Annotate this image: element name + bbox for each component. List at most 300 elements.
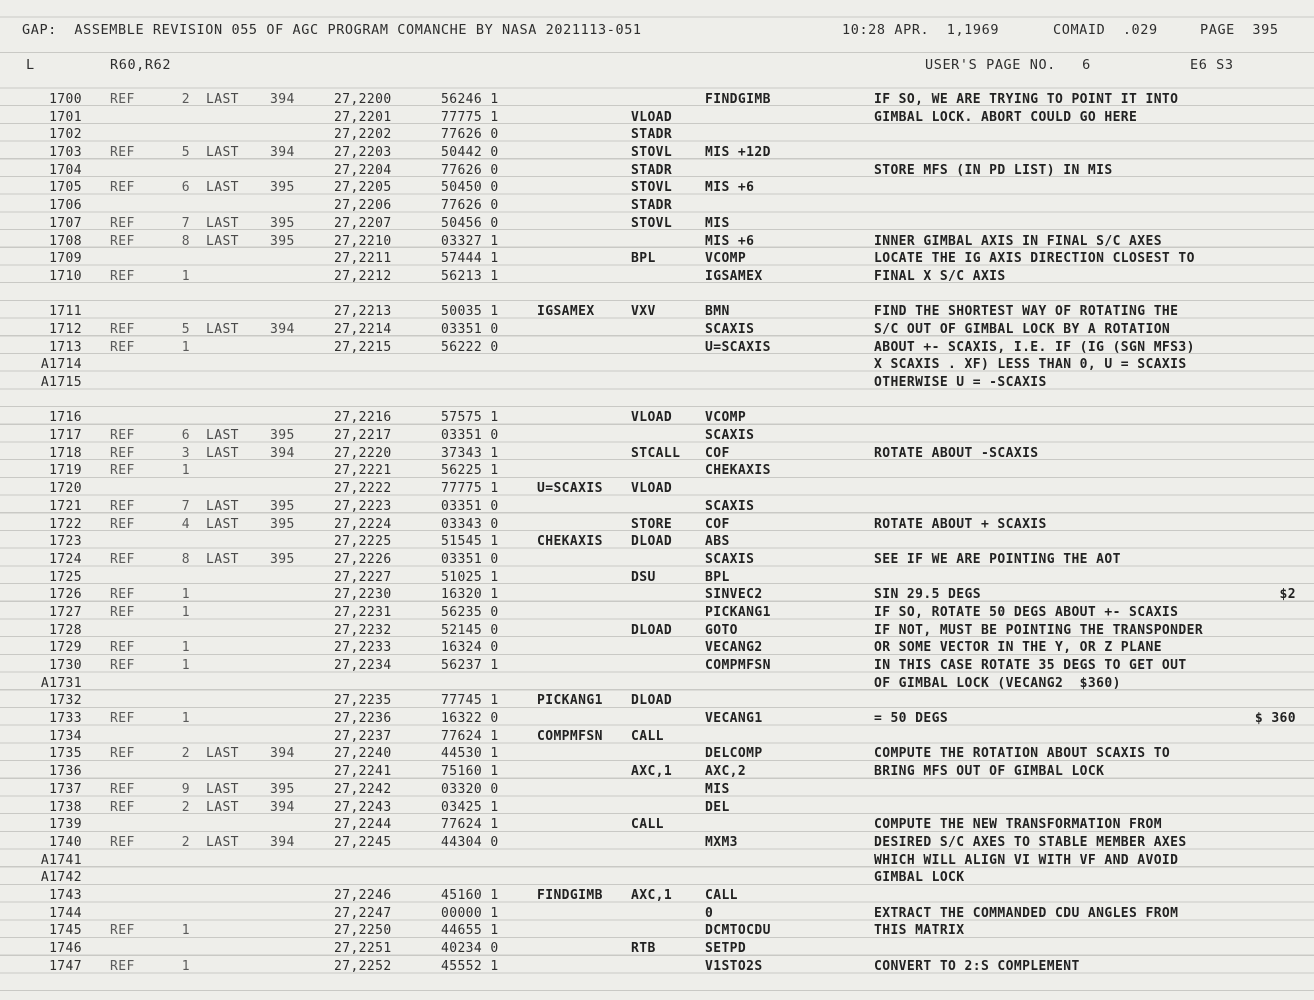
line-number: 1706 — [49, 198, 82, 214]
comment-text: COMPUTE THE NEW TRANSFORMATION FROM — [874, 817, 1162, 833]
line-number: 1708 — [49, 233, 82, 249]
ref-label: REF — [110, 834, 135, 850]
memory-address: 27,2235 — [334, 693, 392, 709]
octal-code: 44530 1 — [441, 746, 499, 762]
ref-count: 9 — [181, 781, 190, 797]
ref-count: 2 — [181, 746, 190, 762]
comment-text: OTHERWISE U = -SCAXIS — [874, 375, 1047, 390]
operand: COF — [705, 445, 730, 461]
last-page: 395 — [270, 498, 295, 514]
comment-text: IF SO, ROTATE 50 DEGS ABOUT +- SCAXIS — [874, 604, 1179, 620]
comment-text: THIS MATRIX — [874, 923, 965, 939]
line-number: 1713 — [49, 339, 82, 355]
listing-row — [0, 622, 1314, 640]
line-number: 1709 — [49, 251, 82, 267]
line-number: 1744 — [49, 905, 82, 921]
memory-address: 27,2220 — [334, 445, 392, 461]
operand: ABS — [705, 534, 730, 550]
line-number: 1745 — [49, 923, 82, 939]
operand: V1STO2S — [705, 958, 763, 974]
operand: BMN — [705, 304, 730, 320]
comment-text: BRING MFS OUT OF GIMBAL LOCK — [874, 764, 1105, 780]
listing-row — [0, 516, 1314, 534]
symbol-label: COMPMFSN — [537, 728, 603, 744]
operand: GOTO — [705, 622, 738, 638]
listing-row — [0, 321, 1314, 339]
comment-text: IF NOT, MUST BE POINTING THE TRANSPONDER — [874, 622, 1204, 638]
opcode: STOVL — [631, 145, 673, 161]
last-page: 395 — [270, 781, 295, 797]
ref-count: 6 — [181, 428, 190, 444]
octal-code: 03327 1 — [441, 233, 499, 249]
ref-label: REF — [110, 145, 135, 161]
listing-row — [0, 728, 1314, 746]
memory-address: 27,2240 — [334, 746, 392, 762]
margin-note: $2 — [1279, 587, 1296, 603]
operand: SCAXIS — [705, 498, 755, 514]
ref-count: 2 — [181, 92, 190, 107]
octal-code: 77775 1 — [441, 109, 499, 125]
operand: CALL — [705, 887, 738, 903]
comaid-code: COMAID .029 — [1053, 22, 1158, 38]
ref-count: 2 — [181, 834, 190, 850]
ref-label: REF — [110, 516, 135, 532]
last-page: 394 — [270, 746, 295, 762]
opcode: RTB — [631, 941, 656, 956]
line-number: 1723 — [49, 534, 82, 550]
octal-code: 56225 1 — [441, 463, 499, 479]
comment-text: COMPUTE THE ROTATION ABOUT SCAXIS TO — [874, 746, 1171, 762]
octal-code: 16322 0 — [441, 711, 499, 727]
ref-label: REF — [110, 498, 135, 514]
line-number: 1736 — [49, 764, 82, 780]
memory-address: 27,2244 — [334, 817, 392, 833]
last-label: LAST — [206, 145, 239, 161]
ref-label: REF — [110, 711, 135, 727]
opcode: DSU — [631, 569, 656, 585]
listing-row — [0, 958, 1314, 976]
last-page: 395 — [270, 233, 295, 249]
last-page: 394 — [270, 145, 295, 161]
ref-count: 6 — [181, 180, 190, 196]
opcode: CALL — [631, 728, 664, 744]
listing-row — [0, 905, 1314, 923]
last-page: 394 — [270, 321, 295, 337]
ref-count: 1 — [181, 923, 190, 939]
blank-row — [0, 392, 1314, 410]
line-number: 1702 — [49, 127, 82, 143]
octal-code: 44304 0 — [441, 834, 499, 850]
symbol-label: U=SCAXIS — [537, 481, 603, 497]
ref-label: REF — [110, 658, 135, 673]
memory-address: 27,2224 — [334, 516, 392, 532]
line-number: A1715 — [40, 375, 82, 390]
line-number: 1747 — [49, 958, 82, 974]
octal-code: 77745 1 — [441, 693, 499, 709]
line-number: 1701 — [49, 109, 82, 125]
memory-address: 27,2250 — [334, 923, 392, 939]
listing-row — [0, 745, 1314, 763]
ref-label: REF — [110, 799, 135, 815]
line-number: 1739 — [49, 817, 82, 833]
last-label: LAST — [206, 233, 239, 249]
listing-row — [0, 533, 1314, 551]
opcode: DLOAD — [631, 622, 673, 638]
opcode: AXC,1 — [631, 887, 673, 903]
line-number: 1746 — [49, 941, 82, 956]
octal-code: 77624 1 — [441, 817, 499, 833]
last-page: 395 — [270, 180, 295, 196]
ref-count: 1 — [181, 268, 190, 284]
operand: DCMTOCDU — [705, 923, 771, 939]
octal-code: 50450 0 — [441, 180, 499, 196]
ref-label: REF — [110, 233, 135, 249]
operand: U=SCAXIS — [705, 339, 771, 355]
operand: DELCOMP — [705, 746, 763, 762]
comment-text: LOCATE THE IG AXIS DIRECTION CLOSEST TO — [874, 251, 1195, 267]
listing-row — [0, 604, 1314, 622]
listing-row — [0, 586, 1314, 604]
operand: SCAXIS — [705, 428, 755, 444]
listing-row — [0, 480, 1314, 498]
comment-text: ABOUT +- SCAXIS, I.E. IF (IG (SGN MFS3) — [874, 339, 1195, 355]
memory-address: 27,2200 — [334, 92, 392, 107]
line-number: 1707 — [49, 215, 82, 231]
octal-code: 75160 1 — [441, 764, 499, 780]
opcode: STORE — [631, 516, 673, 532]
operand: MXM3 — [705, 834, 738, 850]
operand: SCAXIS — [705, 551, 755, 567]
listing-row — [0, 569, 1314, 587]
line-number: 1740 — [49, 834, 82, 850]
line-number: 1724 — [49, 551, 82, 567]
ref-label: REF — [110, 445, 135, 461]
octal-code: 56237 1 — [441, 658, 499, 673]
operand: IGSAMEX — [705, 268, 763, 284]
memory-address: 27,2252 — [334, 958, 392, 974]
operand: AXC,2 — [705, 764, 747, 780]
memory-address: 27,2233 — [334, 640, 392, 656]
octal-code: 03320 0 — [441, 781, 499, 797]
ref-count: 2 — [181, 799, 190, 815]
comment-text: CONVERT TO 2:S COMPLEMENT — [874, 958, 1080, 974]
ref-label: REF — [110, 746, 135, 762]
opcode: VLOAD — [631, 481, 673, 497]
symbol-label: PICKANG1 — [537, 693, 603, 709]
ref-label: REF — [110, 321, 135, 337]
memory-address: 27,2205 — [334, 180, 392, 196]
ref-label: REF — [110, 640, 135, 656]
last-label: LAST — [206, 92, 239, 107]
line-number: 1705 — [49, 180, 82, 196]
octal-code: 57444 1 — [441, 251, 499, 267]
listing-row — [0, 816, 1314, 834]
ref-label: REF — [110, 339, 135, 355]
listing-row — [0, 675, 1314, 693]
octal-code: 16324 0 — [441, 640, 499, 656]
octal-code: 03351 0 — [441, 321, 499, 337]
octal-code: 77626 0 — [441, 198, 499, 214]
listing-row — [0, 852, 1314, 870]
ref-count: 1 — [181, 711, 190, 727]
octal-code: 50442 0 — [441, 145, 499, 161]
last-label: LAST — [206, 781, 239, 797]
ref-count: 1 — [181, 958, 190, 974]
comment-text: DESIRED S/C AXES TO STABLE MEMBER AXES — [874, 834, 1187, 850]
opcode: STADR — [631, 162, 673, 178]
blank-row — [0, 286, 1314, 304]
last-label: LAST — [206, 428, 239, 444]
ref-label: REF — [110, 463, 135, 479]
operand: COMPMFSN — [705, 658, 771, 673]
assembly-title: GAP: ASSEMBLE REVISION 055 OF AGC PROGRAM COMANCHE BY NASA 2021113-051 — [22, 22, 642, 38]
comment-text: SIN 29.5 DEGS — [874, 587, 981, 603]
opcode: VLOAD — [631, 410, 673, 426]
memory-address: 27,2241 — [334, 764, 392, 780]
ref-label: REF — [110, 92, 135, 107]
operand: MIS +6 — [705, 180, 755, 196]
line-number: 1732 — [49, 693, 82, 709]
listing-row — [0, 215, 1314, 233]
listing-row — [0, 197, 1314, 215]
memory-address: 27,2223 — [334, 498, 392, 514]
ref-count: 1 — [181, 339, 190, 355]
memory-address: 27,2234 — [334, 658, 392, 673]
comment-text: IF SO, WE ARE TRYING TO POINT IT INTO — [874, 92, 1179, 107]
symbol-label: FINDGIMB — [537, 887, 603, 903]
memory-address: 27,2227 — [334, 569, 392, 585]
listing-row — [0, 233, 1314, 251]
comment-text: FINAL X S/C AXIS — [874, 268, 1006, 284]
listing-row — [0, 303, 1314, 321]
line-number: 1717 — [49, 428, 82, 444]
ref-label: REF — [110, 215, 135, 231]
line-number: 1711 — [49, 304, 82, 320]
listing-row — [0, 940, 1314, 958]
line-number: 1704 — [49, 162, 82, 178]
listing-row — [0, 781, 1314, 799]
ref-label: REF — [110, 551, 135, 567]
users-page-number: USER'S PAGE NO. 6 — [925, 57, 1091, 73]
comment-text: WHICH WILL ALIGN VI WITH VF AND AVOID — [874, 852, 1179, 868]
print-timestamp: 10:28 APR. 1,1969 — [842, 22, 1000, 38]
line-number: 1737 — [49, 781, 82, 797]
operand: VCOMP — [705, 251, 747, 267]
last-page: 395 — [270, 428, 295, 444]
comment-text: GIMBAL LOCK — [874, 870, 965, 886]
symbol-label: IGSAMEX — [537, 304, 595, 320]
line-number: 1730 — [49, 658, 82, 673]
octal-code: 51025 1 — [441, 569, 499, 585]
last-label: LAST — [206, 215, 239, 231]
opcode: STADR — [631, 127, 673, 143]
line-number: 1726 — [49, 587, 82, 603]
octal-code: 57575 1 — [441, 410, 499, 426]
listing-row — [0, 409, 1314, 427]
listing-row — [0, 710, 1314, 728]
listing-row — [0, 374, 1314, 392]
octal-code: 45552 1 — [441, 958, 499, 974]
listing-row — [0, 922, 1314, 940]
ref-label: REF — [110, 604, 135, 620]
ref-count: 4 — [181, 516, 190, 532]
memory-address: 27,2213 — [334, 304, 392, 320]
listing-row — [0, 657, 1314, 675]
operand: COF — [705, 516, 730, 532]
memory-address: 27,2222 — [334, 481, 392, 497]
listing-type: L — [26, 57, 35, 73]
listing-row — [0, 179, 1314, 197]
listing-row — [0, 887, 1314, 905]
last-label: LAST — [206, 445, 239, 461]
operand: VCOMP — [705, 410, 747, 426]
listing-row — [0, 834, 1314, 852]
line-number: 1735 — [49, 746, 82, 762]
memory-address: 27,2201 — [334, 109, 392, 125]
opcode: STOVL — [631, 180, 673, 196]
ref-count: 1 — [181, 640, 190, 656]
octal-code: 77775 1 — [441, 481, 499, 497]
last-label: LAST — [206, 321, 239, 337]
ref-count: 5 — [181, 145, 190, 161]
line-number: 1719 — [49, 463, 82, 479]
memory-address: 27,2215 — [334, 339, 392, 355]
last-page: 394 — [270, 445, 295, 461]
operand: FINDGIMB — [705, 92, 771, 107]
line-number: 1722 — [49, 516, 82, 532]
listing-row — [0, 462, 1314, 480]
operand: CHEKAXIS — [705, 463, 771, 479]
listing-row — [0, 109, 1314, 127]
octal-code: 03351 0 — [441, 498, 499, 514]
octal-code: 03351 0 — [441, 428, 499, 444]
octal-code: 56213 1 — [441, 268, 499, 284]
octal-code: 50456 0 — [441, 215, 499, 231]
last-label: LAST — [206, 551, 239, 567]
memory-address: 27,2210 — [334, 233, 392, 249]
comment-text: FIND THE SHORTEST WAY OF ROTATING THE — [874, 304, 1179, 320]
listing-row — [0, 692, 1314, 710]
memory-address: 27,2232 — [334, 622, 392, 638]
margin-note: $ 360 — [1254, 711, 1296, 727]
memory-address: 27,2225 — [334, 534, 392, 550]
ref-count: 7 — [181, 498, 190, 514]
opcode: VXV — [631, 304, 656, 320]
comment-text: ROTATE ABOUT + SCAXIS — [874, 516, 1047, 532]
operand: SETPD — [705, 941, 747, 956]
opcode: STOVL — [631, 215, 673, 231]
opcode: DLOAD — [631, 534, 673, 550]
ref-count: 1 — [181, 463, 190, 479]
line-number: 1710 — [49, 268, 82, 284]
last-label: LAST — [206, 516, 239, 532]
routine-names: R60,R62 — [110, 57, 172, 73]
line-number: A1741 — [40, 852, 82, 868]
listing-row — [0, 445, 1314, 463]
ref-label: REF — [110, 428, 135, 444]
octal-code: 77626 0 — [441, 162, 499, 178]
page-number: PAGE 395 — [1200, 22, 1279, 38]
operand: PICKANG1 — [705, 604, 771, 620]
octal-code: 51545 1 — [441, 534, 499, 550]
line-number: 1728 — [49, 622, 82, 638]
ref-label: REF — [110, 268, 135, 284]
memory-address: 27,2247 — [334, 905, 392, 921]
listing-row — [0, 144, 1314, 162]
operand: MIS — [705, 781, 730, 797]
last-page: 395 — [270, 215, 295, 231]
octal-code: 37343 1 — [441, 445, 499, 461]
memory-address: 27,2246 — [334, 887, 392, 903]
opcode: STCALL — [631, 445, 681, 461]
line-number: 1729 — [49, 640, 82, 656]
page-header — [0, 19, 1314, 41]
last-page: 394 — [270, 799, 295, 815]
listing-row — [0, 268, 1314, 286]
memory-address: 27,2226 — [334, 551, 392, 567]
line-number: 1721 — [49, 498, 82, 514]
memory-address: 27,2202 — [334, 127, 392, 143]
ref-count: 8 — [181, 551, 190, 567]
listing-row — [0, 869, 1314, 887]
memory-address: 27,2245 — [334, 834, 392, 850]
ref-count: 1 — [181, 658, 190, 673]
operand: VECANG1 — [705, 711, 763, 727]
line-number: 1734 — [49, 728, 82, 744]
octal-code: 56246 1 — [441, 92, 499, 107]
line-number: 1733 — [49, 711, 82, 727]
memory-address: 27,2221 — [334, 463, 392, 479]
memory-address: 27,2242 — [334, 781, 392, 797]
operand: SCAXIS — [705, 321, 755, 337]
listing-row — [0, 427, 1314, 445]
memory-address: 27,2211 — [334, 251, 392, 267]
ref-count: 8 — [181, 233, 190, 249]
memory-address: 27,2207 — [334, 215, 392, 231]
comment-text: OF GIMBAL LOCK (VECANG2 $360) — [874, 675, 1121, 691]
memory-address: 27,2237 — [334, 728, 392, 744]
octal-code: 16320 1 — [441, 587, 499, 603]
line-number: 1712 — [49, 321, 82, 337]
line-number: 1738 — [49, 799, 82, 815]
last-page: 395 — [270, 516, 295, 532]
memory-address: 27,2231 — [334, 604, 392, 620]
operand: BPL — [705, 569, 730, 585]
listing-row — [0, 162, 1314, 180]
operand: MIS +6 — [705, 233, 755, 249]
operand: MIS +12D — [705, 145, 771, 161]
memory-address: 27,2203 — [334, 145, 392, 161]
line-number: 1700 — [49, 92, 82, 107]
listing-row — [0, 498, 1314, 516]
ref-count: 3 — [181, 445, 190, 461]
memory-address: 27,2243 — [334, 799, 392, 815]
octal-code: 03425 1 — [441, 799, 499, 815]
listing-row — [0, 551, 1314, 569]
octal-code: 03351 0 — [441, 551, 499, 567]
comment-text: X SCAXIS . XF) LESS THAN 0, U = SCAXIS — [874, 357, 1187, 373]
operand: DEL — [705, 799, 730, 815]
memory-address: 27,2214 — [334, 321, 392, 337]
last-page: 395 — [270, 551, 295, 567]
line-number: 1727 — [49, 604, 82, 620]
line-number: A1714 — [40, 357, 82, 373]
operand: MIS — [705, 215, 730, 231]
ref-label: REF — [110, 923, 135, 939]
octal-code: 77626 0 — [441, 127, 499, 143]
line-number: A1742 — [40, 870, 82, 886]
comment-text: GIMBAL LOCK. ABORT COULD GO HERE — [874, 109, 1138, 125]
